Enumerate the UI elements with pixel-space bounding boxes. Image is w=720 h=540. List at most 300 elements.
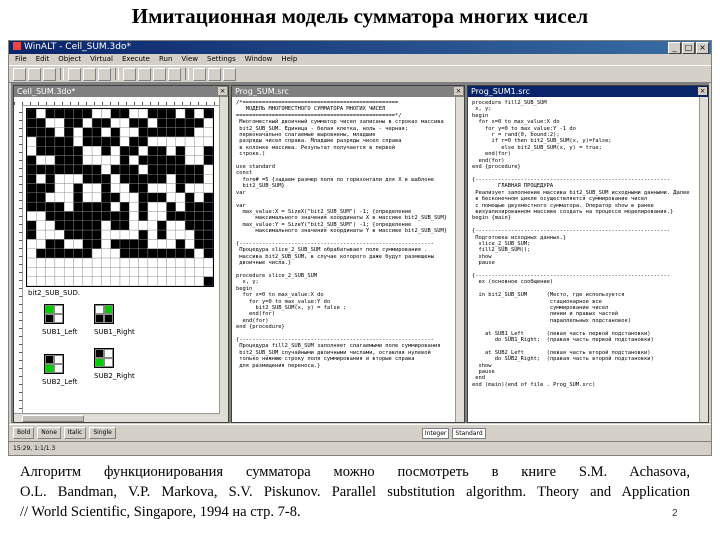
grid-cell[interactable] [139, 221, 148, 230]
grid-cell[interactable] [46, 267, 55, 276]
grid-cell[interactable] [167, 128, 176, 137]
grid-cell[interactable] [101, 267, 110, 276]
grid-cell[interactable] [204, 137, 213, 146]
prog1-window[interactable] [467, 85, 709, 423]
grid-cell[interactable] [148, 221, 157, 230]
grid-cell[interactable] [176, 109, 185, 118]
grid-cell[interactable] [101, 193, 110, 202]
grid-cell[interactable] [83, 174, 92, 183]
grid-cell[interactable] [83, 267, 92, 276]
grid-cell[interactable] [64, 109, 73, 118]
grid-cell[interactable] [139, 193, 148, 202]
grid-cell[interactable] [27, 277, 36, 286]
grid-cell[interactable] [204, 277, 213, 286]
grid-cell[interactable] [64, 211, 73, 220]
grid-cell[interactable] [129, 174, 138, 183]
menu-help[interactable]: Help [281, 55, 298, 63]
prog1-code[interactable]: procedure fill2_SUB_SUM x, y; begin for x=0 to max_value:X do for y=0 to max_value:Y -1 do r = rand(0, bound:2); if r=0 then bit2_SUB_SUM(x, y)=false; else bit2_SUB_SUM(x, y) = true; end(for) end(for) end {procedure} {------------------------------------------------------------ ГЛАВНАЯ ПРОЦЕДУРА Реализует заполнение массива bit2_SUB_SUM исходными данными. Далее в бесконечном цикле осуществляется суммирование чисел с помощью двухместного сумматора. Оператор show в ранее визуализированном массиве создать на процессе моделирования.} begin {main} {------------------------------------------------------------ Подготовка исходных данных.} slice_2_SUB_SUM; fill2_SUB_SUM(); show pause {------------------------------------------------------------ ex (основное сообщение) in bit2_SUB_SUM (Место, где используется стационарное все суммирование чисел линии и правых частей параллельных подстановок) at SUB1_Left (левая часть первой подстановки) do SUB1_Right; (правая часть первой подстановки) at SUB2_Left (левая часть второй подстановки) do SUB2_Right; (правая часть второй подстановки) show pause end end (main)(end of file . Prog_SUM.src) [472, 100, 690, 388]
grid-cell[interactable] [120, 128, 129, 137]
grid-cell[interactable] [55, 118, 64, 127]
grid-cell[interactable] [27, 239, 36, 248]
grid-cell[interactable] [46, 118, 55, 127]
grid-cell[interactable] [167, 109, 176, 118]
grid-cell[interactable] [74, 118, 83, 127]
grid-cell[interactable] [74, 184, 83, 193]
grid-cell[interactable] [176, 184, 185, 193]
grid-cell[interactable] [92, 156, 101, 165]
grid-cell[interactable] [101, 221, 110, 230]
grid-cell[interactable] [64, 118, 73, 127]
grid-cell[interactable] [92, 267, 101, 276]
grid-cell[interactable] [55, 174, 64, 183]
grid-cell[interactable] [129, 211, 138, 220]
grid-cell[interactable] [46, 184, 55, 193]
grid-cell[interactable] [185, 211, 194, 220]
grid-cell[interactable] [46, 211, 55, 220]
grid-cell[interactable] [176, 156, 185, 165]
grid-cell[interactable] [194, 239, 203, 248]
menu-execute[interactable]: Execute [121, 55, 150, 63]
grid-cell[interactable] [148, 193, 157, 202]
run-icon[interactable] [123, 68, 136, 81]
grid-cell[interactable] [46, 202, 55, 211]
grid-cell[interactable] [74, 230, 83, 239]
grid-cell[interactable] [92, 193, 101, 202]
grid-cell[interactable] [157, 277, 166, 286]
grid-cell[interactable] [27, 184, 36, 193]
grid-cell[interactable] [111, 193, 120, 202]
grid-cell[interactable] [148, 211, 157, 220]
grid-cell[interactable] [204, 156, 213, 165]
grid-cell[interactable] [83, 258, 92, 267]
grid-cell[interactable] [194, 249, 203, 258]
grid-cell[interactable] [129, 128, 138, 137]
grid-cell[interactable] [148, 146, 157, 155]
grid-cell[interactable] [64, 184, 73, 193]
grid-cell[interactable] [55, 230, 64, 239]
grid-cell[interactable] [74, 239, 83, 248]
grid-cell[interactable] [167, 146, 176, 155]
grid-cell[interactable] [64, 128, 73, 137]
grid-cell[interactable] [148, 249, 157, 258]
grid-cell[interactable] [204, 165, 213, 174]
grid-cell[interactable] [167, 174, 176, 183]
grid-cell[interactable] [157, 165, 166, 174]
grid-cell[interactable] [194, 156, 203, 165]
grid-cell[interactable] [204, 184, 213, 193]
grid-cell[interactable] [204, 249, 213, 258]
grid-cell[interactable] [129, 230, 138, 239]
grid-cell[interactable] [204, 239, 213, 248]
grid-cell[interactable] [101, 277, 110, 286]
grid-cell[interactable] [167, 258, 176, 267]
grid-cell[interactable] [36, 267, 45, 276]
grid-cell[interactable] [55, 202, 64, 211]
grid-cell[interactable] [157, 118, 166, 127]
grid-cell[interactable] [129, 109, 138, 118]
grid-cell[interactable] [101, 174, 110, 183]
grid-cell[interactable] [55, 184, 64, 193]
grid-cell[interactable] [55, 211, 64, 220]
prog-window[interactable] [231, 85, 465, 423]
grid-cell[interactable] [74, 249, 83, 258]
grid-cell[interactable] [185, 230, 194, 239]
grid-cell[interactable] [194, 165, 203, 174]
grid-cell[interactable] [204, 146, 213, 155]
grid-cell[interactable] [101, 118, 110, 127]
grid-cell[interactable] [46, 249, 55, 258]
grid-cell[interactable] [129, 202, 138, 211]
grid-cell[interactable] [139, 258, 148, 267]
close-icon[interactable]: × [219, 87, 226, 95]
grid-cell[interactable] [64, 258, 73, 267]
grid-cell[interactable] [111, 128, 120, 137]
grid-cell[interactable] [176, 267, 185, 276]
grid-cell[interactable] [185, 267, 194, 276]
grid-cell[interactable] [148, 184, 157, 193]
mini-sub1-left[interactable] [44, 304, 64, 324]
grid-cell[interactable] [157, 249, 166, 258]
zoom-in-icon[interactable] [193, 68, 206, 81]
grid-cell[interactable] [129, 146, 138, 155]
grid-cell[interactable] [139, 156, 148, 165]
grid-cell[interactable] [139, 211, 148, 220]
grid-cell[interactable] [120, 174, 129, 183]
grid-cell[interactable] [185, 239, 194, 248]
grid-cell[interactable] [185, 137, 194, 146]
grid-cell[interactable] [185, 277, 194, 286]
app-titlebar[interactable] [9, 41, 711, 54]
grid-cell[interactable] [185, 118, 194, 127]
grid-cell[interactable] [27, 202, 36, 211]
grid-cell[interactable] [120, 118, 129, 127]
grid-cell[interactable] [111, 239, 120, 248]
grid-cell[interactable] [111, 202, 120, 211]
grid-cell[interactable] [83, 211, 92, 220]
grid-cell[interactable] [148, 156, 157, 165]
menu-edit[interactable]: Edit [35, 55, 50, 63]
grid-cell[interactable] [185, 146, 194, 155]
grid-cell[interactable] [120, 267, 129, 276]
grid-cell[interactable] [120, 249, 129, 258]
grid-cell[interactable] [204, 193, 213, 202]
grid-cell[interactable] [120, 146, 129, 155]
grid-cell[interactable] [111, 277, 120, 286]
grid-cell[interactable] [157, 221, 166, 230]
grid-cell[interactable] [64, 221, 73, 230]
grid-cell[interactable] [36, 258, 45, 267]
grid-cell[interactable] [176, 174, 185, 183]
grid-cell[interactable] [148, 109, 157, 118]
grid-cell[interactable] [74, 156, 83, 165]
grid-cell[interactable] [176, 202, 185, 211]
grid-cell[interactable] [92, 165, 101, 174]
grid-cell[interactable] [83, 184, 92, 193]
grid-cell[interactable] [83, 277, 92, 286]
grid-cell[interactable] [129, 156, 138, 165]
grid-cell[interactable] [129, 277, 138, 286]
grid-cell[interactable] [64, 156, 73, 165]
grid-cell[interactable] [194, 128, 203, 137]
grid-cell[interactable] [92, 146, 101, 155]
grid-cell[interactable] [46, 109, 55, 118]
grid-cell[interactable] [46, 165, 55, 174]
grid-cell[interactable] [176, 137, 185, 146]
grid-cell[interactable] [167, 239, 176, 248]
grid-cell[interactable] [64, 193, 73, 202]
grid-cell[interactable] [27, 258, 36, 267]
grid-cell[interactable] [83, 146, 92, 155]
grid-cell[interactable] [176, 118, 185, 127]
grid-cell[interactable] [139, 128, 148, 137]
grid-cell[interactable] [120, 109, 129, 118]
grid-cell[interactable] [101, 239, 110, 248]
mini-sub2-left[interactable] [44, 354, 64, 374]
grid-cell[interactable] [194, 267, 203, 276]
grid-cell[interactable] [64, 146, 73, 155]
grid-cell[interactable] [185, 221, 194, 230]
grid-cell[interactable] [74, 221, 83, 230]
grid-cell[interactable] [27, 193, 36, 202]
grid-cell[interactable] [139, 118, 148, 127]
grid-cell[interactable] [120, 156, 129, 165]
grid-cell[interactable] [129, 258, 138, 267]
grid-cell[interactable] [111, 221, 120, 230]
grid-cell[interactable] [139, 249, 148, 258]
grid-cell[interactable] [139, 239, 148, 248]
grid-cell[interactable] [92, 277, 101, 286]
grid-cell[interactable] [64, 137, 73, 146]
grid-cell[interactable] [148, 137, 157, 146]
grid-cell[interactable] [36, 202, 45, 211]
grid-cell[interactable] [27, 221, 36, 230]
grid-cell[interactable] [101, 202, 110, 211]
grid-cell[interactable] [194, 146, 203, 155]
grid-cell[interactable] [46, 230, 55, 239]
cell-vscroll[interactable] [219, 97, 228, 422]
grid-cell[interactable] [194, 211, 203, 220]
grid-cell[interactable] [27, 146, 36, 155]
grid-cell[interactable] [120, 193, 129, 202]
grid-cell[interactable] [111, 174, 120, 183]
grid-cell[interactable] [55, 267, 64, 276]
grid-cell[interactable] [204, 174, 213, 183]
none-button[interactable]: None [37, 427, 61, 439]
grid-cell[interactable] [27, 267, 36, 276]
grid-cell[interactable] [55, 128, 64, 137]
grid-cell[interactable] [194, 109, 203, 118]
menu-object[interactable]: Object [58, 55, 82, 63]
grid-cell[interactable] [120, 165, 129, 174]
grid-cell[interactable] [111, 249, 120, 258]
save-icon[interactable] [43, 68, 56, 81]
grid-cell[interactable] [111, 165, 120, 174]
grid-cell[interactable] [101, 109, 110, 118]
grid-cell[interactable] [139, 146, 148, 155]
grid-cell[interactable] [27, 211, 36, 220]
grid-cell[interactable] [101, 258, 110, 267]
grid-cell[interactable] [111, 137, 120, 146]
grid-cell[interactable] [36, 277, 45, 286]
grid-cell[interactable] [204, 258, 213, 267]
grid-cell[interactable] [74, 128, 83, 137]
grid-cell[interactable] [120, 230, 129, 239]
menu-virtual[interactable]: Virtual [90, 55, 113, 63]
grid-cell[interactable] [36, 193, 45, 202]
grid-cell[interactable] [36, 184, 45, 193]
cell-grid[interactable] [26, 108, 214, 287]
paste-icon[interactable] [98, 68, 111, 81]
grid-cell[interactable] [74, 137, 83, 146]
grid-cell[interactable] [92, 128, 101, 137]
grid-cell[interactable] [27, 156, 36, 165]
grid-cell[interactable] [64, 249, 73, 258]
grid-cell[interactable] [139, 165, 148, 174]
grid-cell[interactable] [176, 249, 185, 258]
grid-cell[interactable] [64, 267, 73, 276]
grid-cell[interactable] [83, 165, 92, 174]
grid-cell[interactable] [55, 156, 64, 165]
grid-cell[interactable] [83, 249, 92, 258]
grid-cell[interactable] [139, 137, 148, 146]
grid-cell[interactable] [120, 211, 129, 220]
grid-cell[interactable] [74, 146, 83, 155]
style-select[interactable]: Standard [452, 428, 485, 439]
grid-cell[interactable] [139, 184, 148, 193]
close-icon[interactable]: × [699, 87, 706, 95]
grid-cell[interactable] [36, 146, 45, 155]
grid-cell[interactable] [204, 230, 213, 239]
grid-cell[interactable] [157, 137, 166, 146]
grid-cell[interactable] [101, 230, 110, 239]
single-button[interactable]: Single [89, 427, 115, 439]
grid-cell[interactable] [167, 211, 176, 220]
grid-cell[interactable] [176, 277, 185, 286]
grid-cell[interactable] [167, 267, 176, 276]
close-icon[interactable]: × [455, 87, 462, 95]
mini-sub2-right[interactable] [94, 348, 114, 368]
grid-cell[interactable] [92, 174, 101, 183]
grid-cell[interactable] [83, 221, 92, 230]
grid-cell[interactable] [92, 230, 101, 239]
grid-cell[interactable] [46, 146, 55, 155]
prog1-window-title[interactable] [468, 86, 708, 97]
grid-cell[interactable] [111, 184, 120, 193]
menu-run[interactable]: Run [158, 55, 173, 63]
menu-settings[interactable]: Settings [207, 55, 236, 63]
prog1-vscroll[interactable] [699, 97, 708, 422]
grid-cell[interactable] [92, 249, 101, 258]
grid-cell[interactable] [46, 137, 55, 146]
grid-cell[interactable] [148, 174, 157, 183]
grid-cell[interactable] [176, 258, 185, 267]
grid-cell[interactable] [120, 277, 129, 286]
grid-cell[interactable] [185, 249, 194, 258]
grid-cell[interactable] [148, 239, 157, 248]
grid-cell[interactable] [129, 118, 138, 127]
grid-cell[interactable] [157, 184, 166, 193]
grid-cell[interactable] [36, 230, 45, 239]
grid-cell[interactable] [194, 221, 203, 230]
grid-cell[interactable] [55, 258, 64, 267]
cut-icon[interactable] [68, 68, 81, 81]
grid-cell[interactable] [36, 128, 45, 137]
grid-cell[interactable] [36, 174, 45, 183]
grid-cell[interactable] [157, 174, 166, 183]
grid-cell[interactable] [185, 193, 194, 202]
grid-cell[interactable] [176, 230, 185, 239]
grid-cell[interactable] [167, 193, 176, 202]
grid-cell[interactable] [101, 211, 110, 220]
grid-cell[interactable] [194, 277, 203, 286]
grid-cell[interactable] [64, 230, 73, 239]
grid-cell[interactable] [148, 165, 157, 174]
grid-cell[interactable] [46, 221, 55, 230]
grid-cell[interactable] [139, 174, 148, 183]
grid-cell[interactable] [83, 202, 92, 211]
grid-cell[interactable] [157, 230, 166, 239]
grid-cell[interactable] [92, 221, 101, 230]
grid-cell[interactable] [167, 137, 176, 146]
grid-cell[interactable] [148, 277, 157, 286]
grid-cell[interactable] [92, 184, 101, 193]
grid-cell[interactable] [148, 267, 157, 276]
grid-cell[interactable] [204, 118, 213, 127]
grid-cell[interactable] [92, 211, 101, 220]
grid-cell[interactable] [167, 184, 176, 193]
grid-cell[interactable] [74, 267, 83, 276]
grid-cell[interactable] [74, 258, 83, 267]
grid-cell[interactable] [101, 249, 110, 258]
grid-cell[interactable] [83, 137, 92, 146]
grid-cell[interactable] [129, 165, 138, 174]
grid-cell[interactable] [204, 267, 213, 276]
grid-cell[interactable] [111, 258, 120, 267]
grid-cell[interactable] [204, 211, 213, 220]
grid-cell[interactable] [83, 239, 92, 248]
cell-window[interactable] [13, 85, 229, 423]
grid-cell[interactable] [64, 174, 73, 183]
grid-cell[interactable] [148, 128, 157, 137]
grid-cell[interactable] [111, 267, 120, 276]
grid-cell[interactable] [64, 239, 73, 248]
grid-cell[interactable] [167, 249, 176, 258]
grid-cell[interactable] [129, 267, 138, 276]
grid-cell[interactable] [157, 193, 166, 202]
grid-cell[interactable] [194, 118, 203, 127]
grid-cell[interactable] [185, 174, 194, 183]
grid-cell[interactable] [176, 193, 185, 202]
grid-cell[interactable] [46, 193, 55, 202]
grid-cell[interactable] [194, 230, 203, 239]
grid-cell[interactable] [92, 109, 101, 118]
grid-cell[interactable] [92, 258, 101, 267]
step-icon[interactable] [138, 68, 151, 81]
grid-cell[interactable] [83, 230, 92, 239]
grid-cell[interactable] [101, 137, 110, 146]
grid-cell[interactable] [55, 146, 64, 155]
grid-cell[interactable] [46, 156, 55, 165]
grid-cell[interactable] [111, 211, 120, 220]
type-select[interactable]: Integer [422, 428, 450, 439]
grid-cell[interactable] [167, 202, 176, 211]
grid-cell[interactable] [185, 128, 194, 137]
grid-cell[interactable] [74, 165, 83, 174]
grid-cell[interactable] [111, 156, 120, 165]
grid-cell[interactable] [194, 184, 203, 193]
grid-cell[interactable] [120, 137, 129, 146]
grid-cell[interactable] [111, 109, 120, 118]
